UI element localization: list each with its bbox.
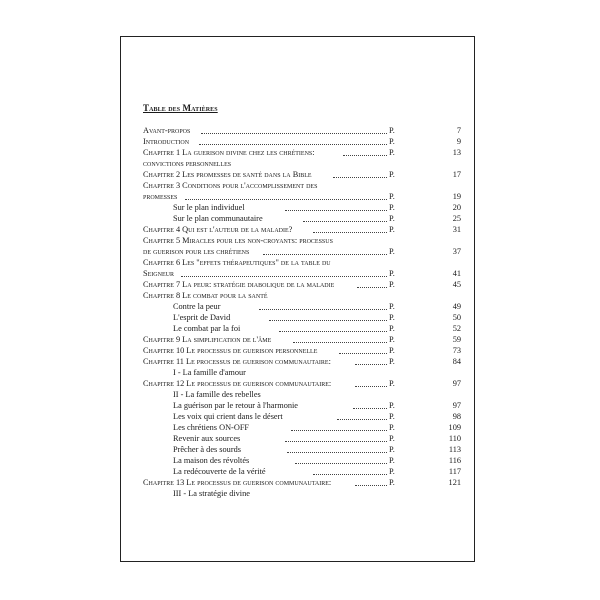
page-number: 117 xyxy=(448,467,461,476)
page-number: 7 xyxy=(456,126,461,135)
toc-entry xyxy=(143,400,461,411)
page-number: 97 xyxy=(452,379,461,388)
dot-leader xyxy=(279,331,387,332)
dot-leader xyxy=(285,441,387,442)
toc-entry xyxy=(143,466,461,477)
dot-leader xyxy=(357,287,387,288)
toc-entry xyxy=(143,488,461,499)
page-prefix: P. xyxy=(389,137,395,146)
toc-entry-label: Introduction xyxy=(143,137,190,146)
page-number: 59 xyxy=(452,335,461,344)
toc-entry xyxy=(143,290,461,301)
toc-entry xyxy=(143,422,461,433)
toc-entry-label: Chapitre 3 Conditions pour l'accomplissement des xyxy=(143,181,318,190)
page-number: 49 xyxy=(452,302,461,311)
toc-entry xyxy=(143,147,461,158)
toc-entry-label: Les voix qui crient dans le désert xyxy=(173,412,283,421)
dot-leader xyxy=(293,342,387,343)
toc-entry xyxy=(143,323,461,334)
toc-entry xyxy=(143,345,461,356)
toc-entry xyxy=(143,191,461,202)
dot-leader xyxy=(295,463,387,464)
dot-leader xyxy=(185,199,387,200)
dot-leader xyxy=(269,320,387,321)
toc-entry-label: Chapitre 5 Miracles pour les non-croyants: processus xyxy=(143,236,333,245)
page-number: 19 xyxy=(452,192,461,201)
toc-entry-label: Contre la peur xyxy=(173,302,221,311)
book-page xyxy=(120,36,475,562)
page-number: 31 xyxy=(452,225,461,234)
page-prefix: P. xyxy=(389,401,395,410)
toc-entry-label: II - La famille des rebelles xyxy=(173,390,261,399)
toc-entry xyxy=(143,169,461,180)
page-prefix: P. xyxy=(389,214,395,223)
toc-entry-label: Sur le plan communautaire xyxy=(173,214,263,223)
toc-entry-label: La maison des révoltés xyxy=(173,456,250,465)
page-prefix: P. xyxy=(389,412,395,421)
toc-entry-label: Chapitre 12 Le processus de guerison communautaire: xyxy=(143,379,332,388)
page-number: 50 xyxy=(452,313,461,322)
page-number: 37 xyxy=(452,247,461,256)
dot-leader xyxy=(263,254,387,255)
toc-entry xyxy=(143,180,461,191)
page-prefix: P. xyxy=(389,280,395,289)
dot-leader xyxy=(313,232,387,233)
dot-leader xyxy=(353,408,387,409)
page-number: 52 xyxy=(452,324,461,333)
dot-leader xyxy=(285,210,387,211)
dot-leader xyxy=(333,177,387,178)
page-prefix: P. xyxy=(389,148,395,157)
toc-entry-label: Chapitre 1 La guerison divine chez les chrétiens: xyxy=(143,148,315,157)
toc-entry xyxy=(143,411,461,422)
page-number: 109 xyxy=(448,423,461,432)
page-prefix: P. xyxy=(389,357,395,366)
toc-entry xyxy=(143,455,461,466)
toc-entry-label: Chapitre 2 Les promesses de santé dans la Bible xyxy=(143,170,312,179)
toc-entry-label: I - La famille d'amour xyxy=(173,368,246,377)
toc-entry-label: de guerison pour les chrétiens xyxy=(143,247,250,256)
dot-leader xyxy=(339,353,387,354)
toc-entry-label: Avant-propos xyxy=(143,126,191,135)
dot-leader xyxy=(201,133,387,134)
toc-entry xyxy=(143,477,461,488)
toc-entry xyxy=(143,125,461,136)
toc-title: Table des Matières xyxy=(143,103,218,113)
toc-entry xyxy=(143,301,461,312)
toc-entry xyxy=(143,378,461,389)
toc-entry xyxy=(143,279,461,290)
toc-entry xyxy=(143,367,461,378)
toc-entry-label: convictions personnelles xyxy=(143,159,232,168)
page-prefix: P. xyxy=(389,467,395,476)
page-number: 110 xyxy=(448,434,461,443)
toc-entry-label: Seigneur xyxy=(143,269,174,278)
page-prefix: P. xyxy=(389,456,395,465)
page-prefix: P. xyxy=(389,203,395,212)
dot-leader xyxy=(181,276,387,277)
toc-entry-label: Chapitre 7 La peur: stratégie diabolique de la maladie xyxy=(143,280,335,289)
toc-entry xyxy=(143,433,461,444)
page-number: 9 xyxy=(456,137,461,146)
page-number: 20 xyxy=(452,203,461,212)
dot-leader xyxy=(199,144,387,145)
toc-entry-label: III - La stratégie divine xyxy=(173,489,250,498)
page-prefix: P. xyxy=(389,379,395,388)
toc-entry xyxy=(143,158,461,169)
toc-entry-label: Chapitre 4 Qui est l'auteur de la maladie? xyxy=(143,225,293,234)
toc-entry-label: Revenir aux sources xyxy=(173,434,241,443)
toc-entry-label: Chapitre 11 Le processus de guerison communautaire: xyxy=(143,357,331,366)
toc-entry-label: Les chrétiens ON-OFF xyxy=(173,423,250,432)
toc-entry-label: Le combat par la foi xyxy=(173,324,241,333)
page-number: 121 xyxy=(448,478,461,487)
toc-entry xyxy=(143,202,461,213)
page-prefix: P. xyxy=(389,247,395,256)
page-prefix: P. xyxy=(389,313,395,322)
dot-leader xyxy=(291,430,387,431)
toc-entry-label: Chapitre 9 La simplification de l'âme xyxy=(143,335,272,344)
page-number: 98 xyxy=(452,412,461,421)
dot-leader xyxy=(287,452,387,453)
page-prefix: P. xyxy=(389,346,395,355)
toc-entry-label: Sur le plan individuel xyxy=(173,203,245,212)
toc-entry-label: Chapitre 8 Le combat pour la santé xyxy=(143,291,268,300)
page-prefix: P. xyxy=(389,478,395,487)
dot-leader xyxy=(313,474,387,475)
toc-entry-label: Chapitre 10 Le processus de guerison personnelle xyxy=(143,346,318,355)
page-prefix: P. xyxy=(389,434,395,443)
toc-entry xyxy=(143,268,461,279)
page-prefix: P. xyxy=(389,423,395,432)
page-prefix: P. xyxy=(389,225,395,234)
toc-entry xyxy=(143,257,461,268)
dot-leader xyxy=(355,485,387,486)
toc-entries xyxy=(143,125,461,499)
page-number: 17 xyxy=(452,170,461,179)
toc-entry xyxy=(143,334,461,345)
page-prefix: P. xyxy=(389,302,395,311)
toc-entry xyxy=(143,444,461,455)
page-prefix: P. xyxy=(389,335,395,344)
toc-entry-label: Chapitre 6 Les "effets thérapeutiques" de la table du xyxy=(143,258,331,267)
page-number: 13 xyxy=(452,148,461,157)
toc-entry xyxy=(143,213,461,224)
dot-leader xyxy=(343,155,387,156)
toc-entry xyxy=(143,312,461,323)
dot-leader xyxy=(337,419,387,420)
toc-entry-label: L'esprit de David xyxy=(173,313,231,322)
page-prefix: P. xyxy=(389,269,395,278)
toc-entry-label: Chapitre 13 Le processus de guerison communautaire: xyxy=(143,478,332,487)
dot-leader xyxy=(355,386,387,387)
toc-entry-label: promesses xyxy=(143,192,178,201)
toc-entry-label: La guérison par le retour à l'harmonie xyxy=(173,401,298,410)
page-prefix: P. xyxy=(389,324,395,333)
page-number: 116 xyxy=(448,456,461,465)
page-prefix: P. xyxy=(389,192,395,201)
dot-leader xyxy=(355,364,387,365)
page-number: 25 xyxy=(452,214,461,223)
toc-entry xyxy=(143,224,461,235)
toc-entry-label: La redécouverte de la vérité xyxy=(173,467,266,476)
toc-entry xyxy=(143,246,461,257)
toc-entry xyxy=(143,136,461,147)
page-number: 45 xyxy=(452,280,461,289)
page-number: 73 xyxy=(452,346,461,355)
toc-entry xyxy=(143,235,461,246)
page-number: 41 xyxy=(452,269,461,278)
page-number: 113 xyxy=(448,445,461,454)
dot-leader xyxy=(303,221,387,222)
toc-entry xyxy=(143,356,461,367)
page-number: 97 xyxy=(452,401,461,410)
page-number: 84 xyxy=(452,357,461,366)
dot-leader xyxy=(259,309,387,310)
page-prefix: P. xyxy=(389,126,395,135)
toc-entry-label: Prêcher à des sourds xyxy=(173,445,241,454)
page-prefix: P. xyxy=(389,445,395,454)
toc-entry xyxy=(143,389,461,400)
page-prefix: P. xyxy=(389,170,395,179)
